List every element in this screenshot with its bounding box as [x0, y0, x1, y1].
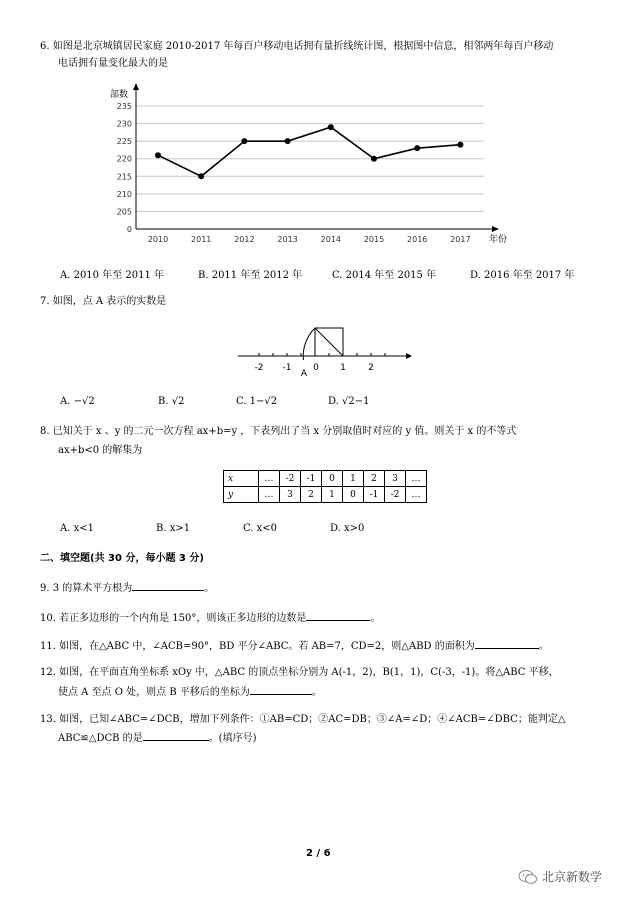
table-row-x [224, 471, 427, 487]
q11-row [40, 638, 549, 654]
arrow-icon [406, 353, 412, 359]
q12-text-line2: 使点 A 至点 O 处，则点 B 平移后的坐标为 [58, 687, 250, 698]
q12-text-line1: 12. 如图，在平面直角坐标系 xOy 中，△ABC 的顶点坐标分别为 A(-1，2)，B(1，1)，C(-3，-1)。将△ABC 平移， [40, 667, 559, 678]
x-tick-label: 2014 [320, 235, 341, 244]
q7-text: 7. 如图，点 A 表示的实数是 [40, 296, 167, 307]
y-tick-label: 230 [116, 119, 132, 129]
q9-row [40, 580, 214, 596]
data-point [414, 145, 420, 151]
q13-text-line2: ABC≌△DCB 的是 [58, 733, 143, 744]
watermark [518, 868, 602, 885]
data-point [328, 124, 334, 130]
table-cell: 0 [343, 487, 364, 503]
table-cell: 3 [385, 471, 406, 487]
answer-blank[interactable] [132, 580, 204, 591]
x-arrow-icon [492, 226, 499, 232]
q6-option-c: C. 2014 年至 2015 年 [332, 270, 437, 281]
q13-row [58, 730, 257, 746]
q8-text-line1: 8. 已知关于 x 、y 的二元一次方程 ax+b=y ，下表列出了当 x 分别取值时对应的 y 值。则关于 x 的不等式 [40, 426, 517, 437]
q11-end: 。 [538, 641, 549, 652]
x-tick-label: 2013 [277, 235, 298, 244]
q8-text-line2: ax+b<0 的解集为 [58, 445, 143, 456]
table-cell: -2 [385, 487, 406, 503]
y-axis-label: 部数 [110, 90, 129, 100]
q13-end: 。(填序号) [208, 733, 257, 744]
q6-option-a: A. 2010 年至 2011 年 [60, 270, 165, 281]
q7-option-c: C. 1−√2 [236, 396, 278, 407]
table-cell: y [224, 487, 259, 503]
data-point [241, 138, 247, 144]
q6-option-d: D. 2016 年至 2017 年 [470, 270, 575, 281]
y-tick-label: 225 [116, 137, 132, 147]
q9-end: 。 [204, 583, 215, 594]
table-cell: x [224, 471, 259, 487]
table-cell: 3 [280, 487, 301, 503]
table-cell: … [259, 471, 280, 487]
series-line [158, 127, 460, 176]
y-tick-label: 210 [116, 189, 132, 199]
wechat-icon [518, 869, 538, 885]
answer-blank[interactable] [306, 610, 370, 621]
axis-label-neg2: -2 [254, 363, 264, 373]
section-heading: 二、填空题(共 30 分，每小题 3 分) [40, 553, 204, 564]
axis-label-1: 1 [340, 363, 346, 373]
table-cell: 0 [322, 471, 343, 487]
answer-blank[interactable] [250, 684, 312, 695]
q6-text-line2: 电话拥有量变化最大的是 [58, 58, 168, 69]
q10-row [40, 610, 380, 626]
x-axis-label: 年份 [489, 235, 508, 245]
y-tick-label: 215 [116, 172, 132, 182]
x-tick-label: 2011 [191, 235, 212, 244]
watermark-text: 北京新数学 [542, 870, 603, 884]
table-cell: 2 [301, 487, 322, 503]
page-number: 2 / 6 [306, 848, 331, 859]
q7-option-a: A. −√2 [60, 396, 95, 407]
data-point [457, 142, 463, 148]
table-cell: … [406, 487, 427, 503]
axis-label-neg1: -1 [282, 363, 292, 373]
y-tick-label: 205 [116, 207, 132, 217]
q12-end: 。 [311, 687, 322, 698]
table-cell: 1 [343, 471, 364, 487]
table-cell: -1 [364, 487, 385, 503]
line-chart [100, 80, 520, 250]
q12-row [58, 684, 322, 700]
q10-text: 10. 若正多边形的一个内角是 150°，则该正多边形的边数是 [40, 613, 307, 624]
y-arrow-icon [133, 83, 139, 90]
table-row-y [224, 487, 427, 503]
q7-option-d: D. √2−1 [328, 396, 370, 407]
table-cell: … [259, 487, 280, 503]
compass-arc [303, 328, 315, 360]
answer-blank[interactable] [475, 638, 539, 649]
data-point [285, 138, 291, 144]
number-line-figure [230, 322, 420, 382]
x-tick-label: 2016 [407, 235, 428, 244]
q6-option-b: B. 2011 年至 2012 年 [198, 270, 303, 281]
x-tick-label: 2017 [450, 235, 471, 244]
table-cell: -2 [280, 471, 301, 487]
q6-text-line1: 6. 如图是北京城镇居民家庭 2010-2017 年每百户移动电话拥有量折线统计图，根据图中信息，相邻两年每百户移动 [40, 41, 554, 52]
q7-option-b: B. √2 [158, 396, 185, 407]
q9-text: 9. 3 的算术平方根为 [40, 583, 133, 594]
data-point [155, 152, 161, 158]
q8-option-d: D. x>0 [330, 523, 365, 534]
data-point [371, 156, 377, 162]
q8-option-c: C. x<0 [243, 523, 278, 534]
y-tick-label: 220 [116, 154, 132, 164]
x-tick-label: 2015 [363, 235, 385, 244]
x-tick-label: 2012 [234, 235, 255, 244]
q13-text-line1: 13. 如图，已知∠ABC=∠DCB，增加下列条件：①AB=CD；②AC=DB；③∠A=∠D；④∠ACB=∠DBC；能判定△ [40, 714, 566, 725]
table-cell: … [406, 471, 427, 487]
point-label-a: A [300, 369, 308, 379]
q8-option-a: A. x<1 [60, 523, 94, 534]
value-table [223, 470, 427, 503]
x-tick-label: 2010 [147, 235, 169, 244]
square-diagonal [315, 328, 343, 356]
q11-text: 11. 如图，在△ABC 中，∠ACB=90°，BD 平分∠ABC。若 AB=7，CD=2，则△ABD 的面积为 [40, 641, 475, 652]
table-cell: -1 [301, 471, 322, 487]
axis-label-0: 0 [313, 363, 319, 373]
table-cell: 1 [322, 487, 343, 503]
table-cell: 2 [364, 471, 385, 487]
y-tick-label: 235 [116, 102, 132, 111]
answer-blank[interactable] [143, 730, 209, 741]
axis-label-2: 2 [368, 363, 374, 373]
y-tick-label: 0 [126, 225, 132, 234]
q8-option-b: B. x>1 [156, 523, 191, 534]
q10-end: 。 [370, 613, 381, 624]
data-point [198, 173, 204, 179]
